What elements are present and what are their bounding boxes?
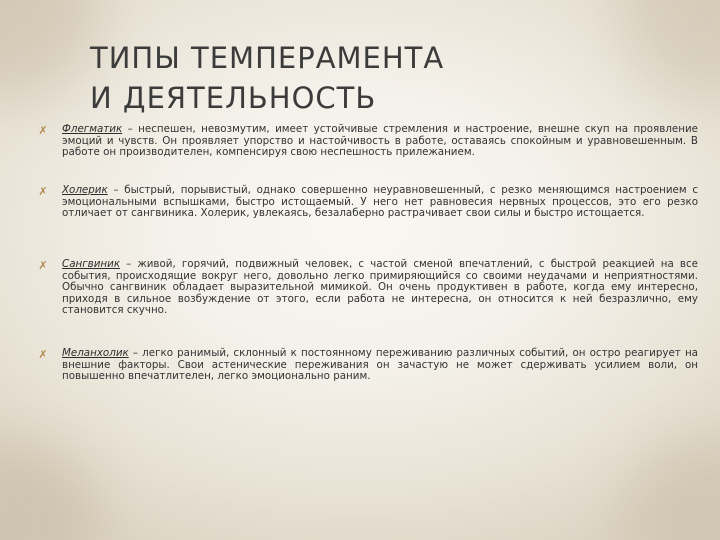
term-description: – неспешен, невозмутим, имеет устойчивые стремления и настроение, внешне скуп на проявление эмоций и чувств. Он проявляет упорство и настойчивость в работе, оставаясь спокойным и уравновешенным. В работе он производителен, компенсируя свою неспешность прилежанием.: [62, 123, 698, 159]
x-bullet-icon: ✗: [38, 124, 48, 137]
term-description: – быстрый, порывистый, однако совершенно неуравновешенный, с резко меняющимся настроением с эмоциональными вспышками, быстро истощаемый. У него нет равновесия нервных процессов, это его резко отличает от сангвиника. Холерик, увлекаясь, безалаберно растрачивает свои силы и быстро истощается.: [62, 184, 698, 220]
list-item-text: [62, 259, 698, 317]
slide-title: [90, 38, 650, 118]
list-item-text: [62, 124, 698, 159]
x-bullet-icon: ✗: [38, 259, 48, 272]
corner-shade-top-left: [0, 0, 100, 100]
corner-shade-bottom-left: [0, 440, 100, 540]
term-link[interactable]: Холерик: [62, 184, 108, 196]
term-link[interactable]: Меланхолик: [62, 347, 129, 359]
slide-title-line-2: И ДЕЯТЕЛЬНОСТЬ: [90, 81, 377, 115]
list-item-text: [62, 348, 698, 383]
x-bullet-icon: ✗: [38, 185, 48, 198]
term-link[interactable]: Сангвиник: [62, 258, 121, 270]
term-description: – легко ранимый, склонный к постоянному переживанию различных событий, он остро реагирует на внешние факторы. Свои астенические переживания он зачастую не может сдерживать усилием воли, он повышенно впечатлителен, легко эмоционально раним.: [62, 347, 698, 383]
list-item-text: [62, 185, 698, 220]
corner-shade-bottom-right: [620, 440, 720, 540]
term-description: – живой, горячий, подвижный человек, с частой сменой впечатлений, с быстрой реакцией на все события, происходящие вокруг него, довольно легко примиряющийся со своими неудачами и неприятностями. Обычно сангвиник обладает выразительной мимикой. Он очень продуктивен в работе, когда ему интересно, приходя в сильное возбуждение от этого, если работа не интересна, он относится к ней безразлично, ему становится скучно.: [62, 258, 698, 317]
x-bullet-icon: ✗: [38, 348, 48, 361]
slide-title-line-1: ТИПЫ ТЕМПЕРАМЕНТА: [90, 41, 445, 75]
term-link[interactable]: Флегматик: [62, 123, 123, 135]
